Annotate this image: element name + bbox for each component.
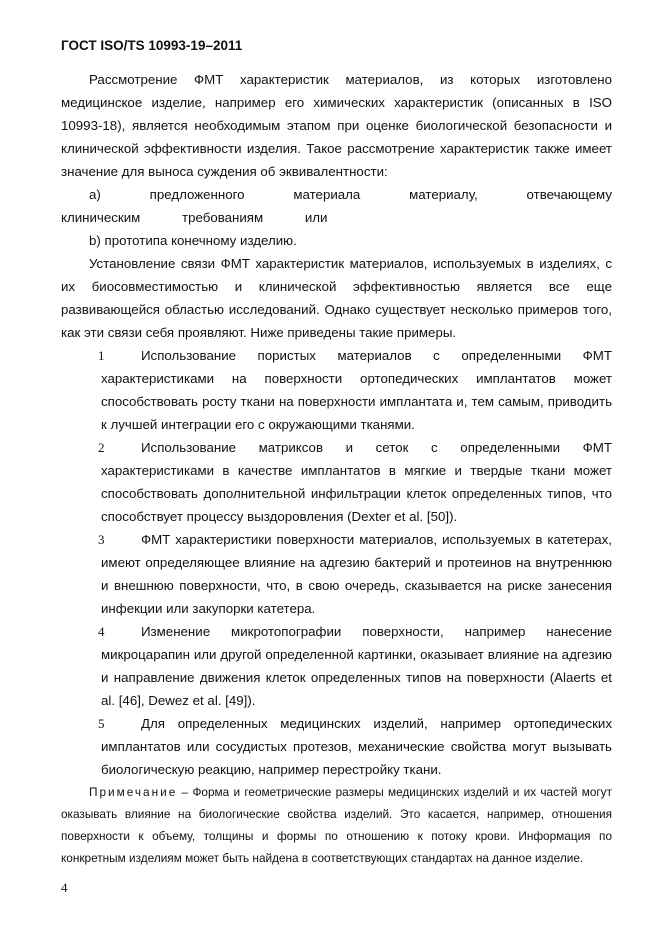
- example-text: ФМТ характеристики поверхности материалов, используемых в катетерах, имеют определяющее влияние на адгезию бактерий и протеинов на внутреннюю и внешнюю поверхности, что, в свою очередь, сказывается на риске занесения инфекции или закупорки катетера.: [101, 532, 612, 616]
- paragraph-relations: Установление связи ФМТ характеристик материалов, используемых в изделиях, с их биосовместимостью и клинической эффективностью является все еще развивающейся областью исследований. Однако существует несколько примеров того, как эти связи себя проявляют. Ниже приведены такие примеры.: [61, 256, 612, 340]
- example-text: Изменение микротопографии поверхности, например нанесение микроцарапин или другой определенной картинки, оказывает влияние на адгезию и направление движения клеток определенных типов на поверхности (Alaerts et al. [46], Dewez et al. [49]).: [101, 624, 612, 708]
- example-item: [98, 344, 612, 436]
- example-number: 3: [98, 532, 105, 547]
- example-number: 4: [98, 624, 105, 639]
- document-body: [61, 68, 612, 869]
- example-text: Использование матриксов и сеток с определенными ФМТ характеристиками в качестве имплантатов в мягкие и твердые ткани может способствовать дополнительной инфильтрации клеток определенных типов, что способствует процессу выздоровления (Dexter et al. [50]).: [101, 440, 612, 524]
- example-number: 1: [98, 348, 105, 363]
- note-text: – Форма и геометрические размеры медицинских изделий и их частей могут оказывать влияние на биологические свойства изделий. Это касается, например, отношения поверхности к объему, толщины и формы по отношению к потоку крови. Информация по конкретным изделиям может быть найдена в соответствующих стандартах на данное изделие.: [61, 785, 612, 865]
- note-label: Примечание: [89, 785, 178, 799]
- example-text: Использование пористых материалов с определенными ФМТ характеристиками на поверхности ортопедических имплантатов может способствовать росту ткани на поверхности имплантата и, тем самым, приводить к лучшей интеграции его с окружающими тканями.: [101, 348, 612, 432]
- paragraph-item-b: b) прототипа конечному изделию.: [89, 233, 297, 248]
- example-item: [98, 620, 612, 712]
- page-number: 4: [61, 880, 68, 895]
- example-number: 2: [98, 440, 105, 455]
- document-header: ГОСТ ISO/TS 10993-19–2011: [61, 38, 243, 53]
- paragraph-intro: Рассмотрение ФМТ характеристик материалов, из которых изготовлено медицинское изделие, например его химических характеристик (описанных в ISO 10993-18), является необходимым этапом при оценке биологической безопасности и клинической эффективности изделия. Такое рассмотрение характеристик также имеет значение для выноса суждения об эквивалентности:: [61, 72, 612, 179]
- example-item: [98, 712, 612, 781]
- paragraph-item-a: a) предложенного материала материалу, отвечающему клиническим требованиям или: [61, 187, 612, 225]
- example-number: 5: [98, 716, 105, 731]
- example-text: Для определенных медицинских изделий, например ортопедических имплантатов или сосудистых протезов, механические свойства могут вызывать биологическую реакцию, например перестройку ткани.: [101, 716, 612, 777]
- note-paragraph: [61, 781, 612, 869]
- example-item: [98, 528, 612, 620]
- example-item: [98, 436, 612, 528]
